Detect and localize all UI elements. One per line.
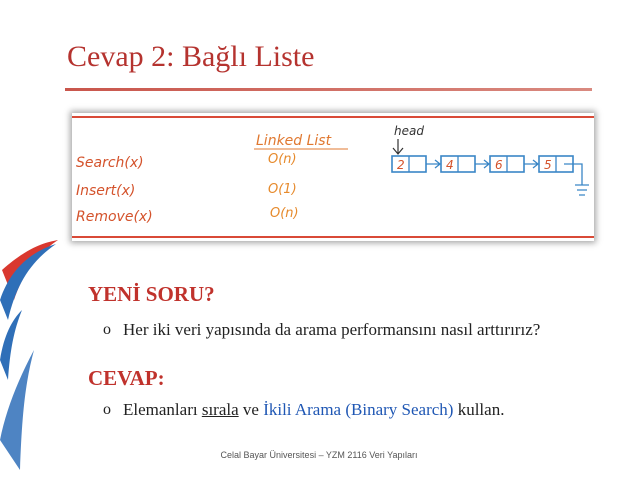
answer-text <box>123 399 603 420</box>
linked-list-figure <box>72 113 594 241</box>
node-value: 4 <box>446 158 454 172</box>
question-heading: YENİ SORU? <box>88 282 215 306</box>
list-node <box>441 156 475 172</box>
list-node <box>490 156 524 172</box>
node-arrow <box>524 160 538 168</box>
operation-remove-label: Remove(x) <box>76 209 153 225</box>
list-node <box>392 156 426 172</box>
decorative-swoosh <box>0 240 60 480</box>
complexity-remove: O(n) <box>270 206 299 221</box>
operation-insert-label: Insert(x) <box>76 183 136 199</box>
question-bullet: o <box>103 321 111 338</box>
head-arrow <box>393 139 403 154</box>
complexity-insert: O(1) <box>268 182 297 197</box>
node-arrow <box>426 160 440 168</box>
question-text: Her iki veri yapısında da arama performansını nasıl arttırırız? <box>123 320 541 339</box>
slide-footer: Celal Bayar Üniversitesi – YZM 2116 Veri Yapıları <box>220 450 418 460</box>
title-divider <box>65 88 592 91</box>
null-terminator <box>564 164 589 195</box>
node-value: 6 <box>495 158 503 172</box>
slide-title: Cevap 2: Bağlı Liste <box>67 40 315 73</box>
figure-table-title: Linked List <box>256 133 332 149</box>
complexity-search: O(n) <box>268 152 297 167</box>
node-arrow <box>475 160 489 168</box>
answer-part-5: kullan. <box>457 400 505 419</box>
answer-sort-word: sırala <box>201 400 239 419</box>
node-value: 5 <box>544 158 552 172</box>
answer-part-1: Elemanları <box>123 400 198 419</box>
head-label: head <box>394 124 424 138</box>
answer-binary-search: İkili Arama (Binary Search) <box>263 400 454 419</box>
operation-search-label: Search(x) <box>76 155 144 171</box>
answer-part-3: ve <box>242 400 259 419</box>
answer-bullet: o <box>103 401 111 418</box>
node-value: 2 <box>397 158 405 172</box>
answer-heading: CEVAP: <box>88 366 165 390</box>
